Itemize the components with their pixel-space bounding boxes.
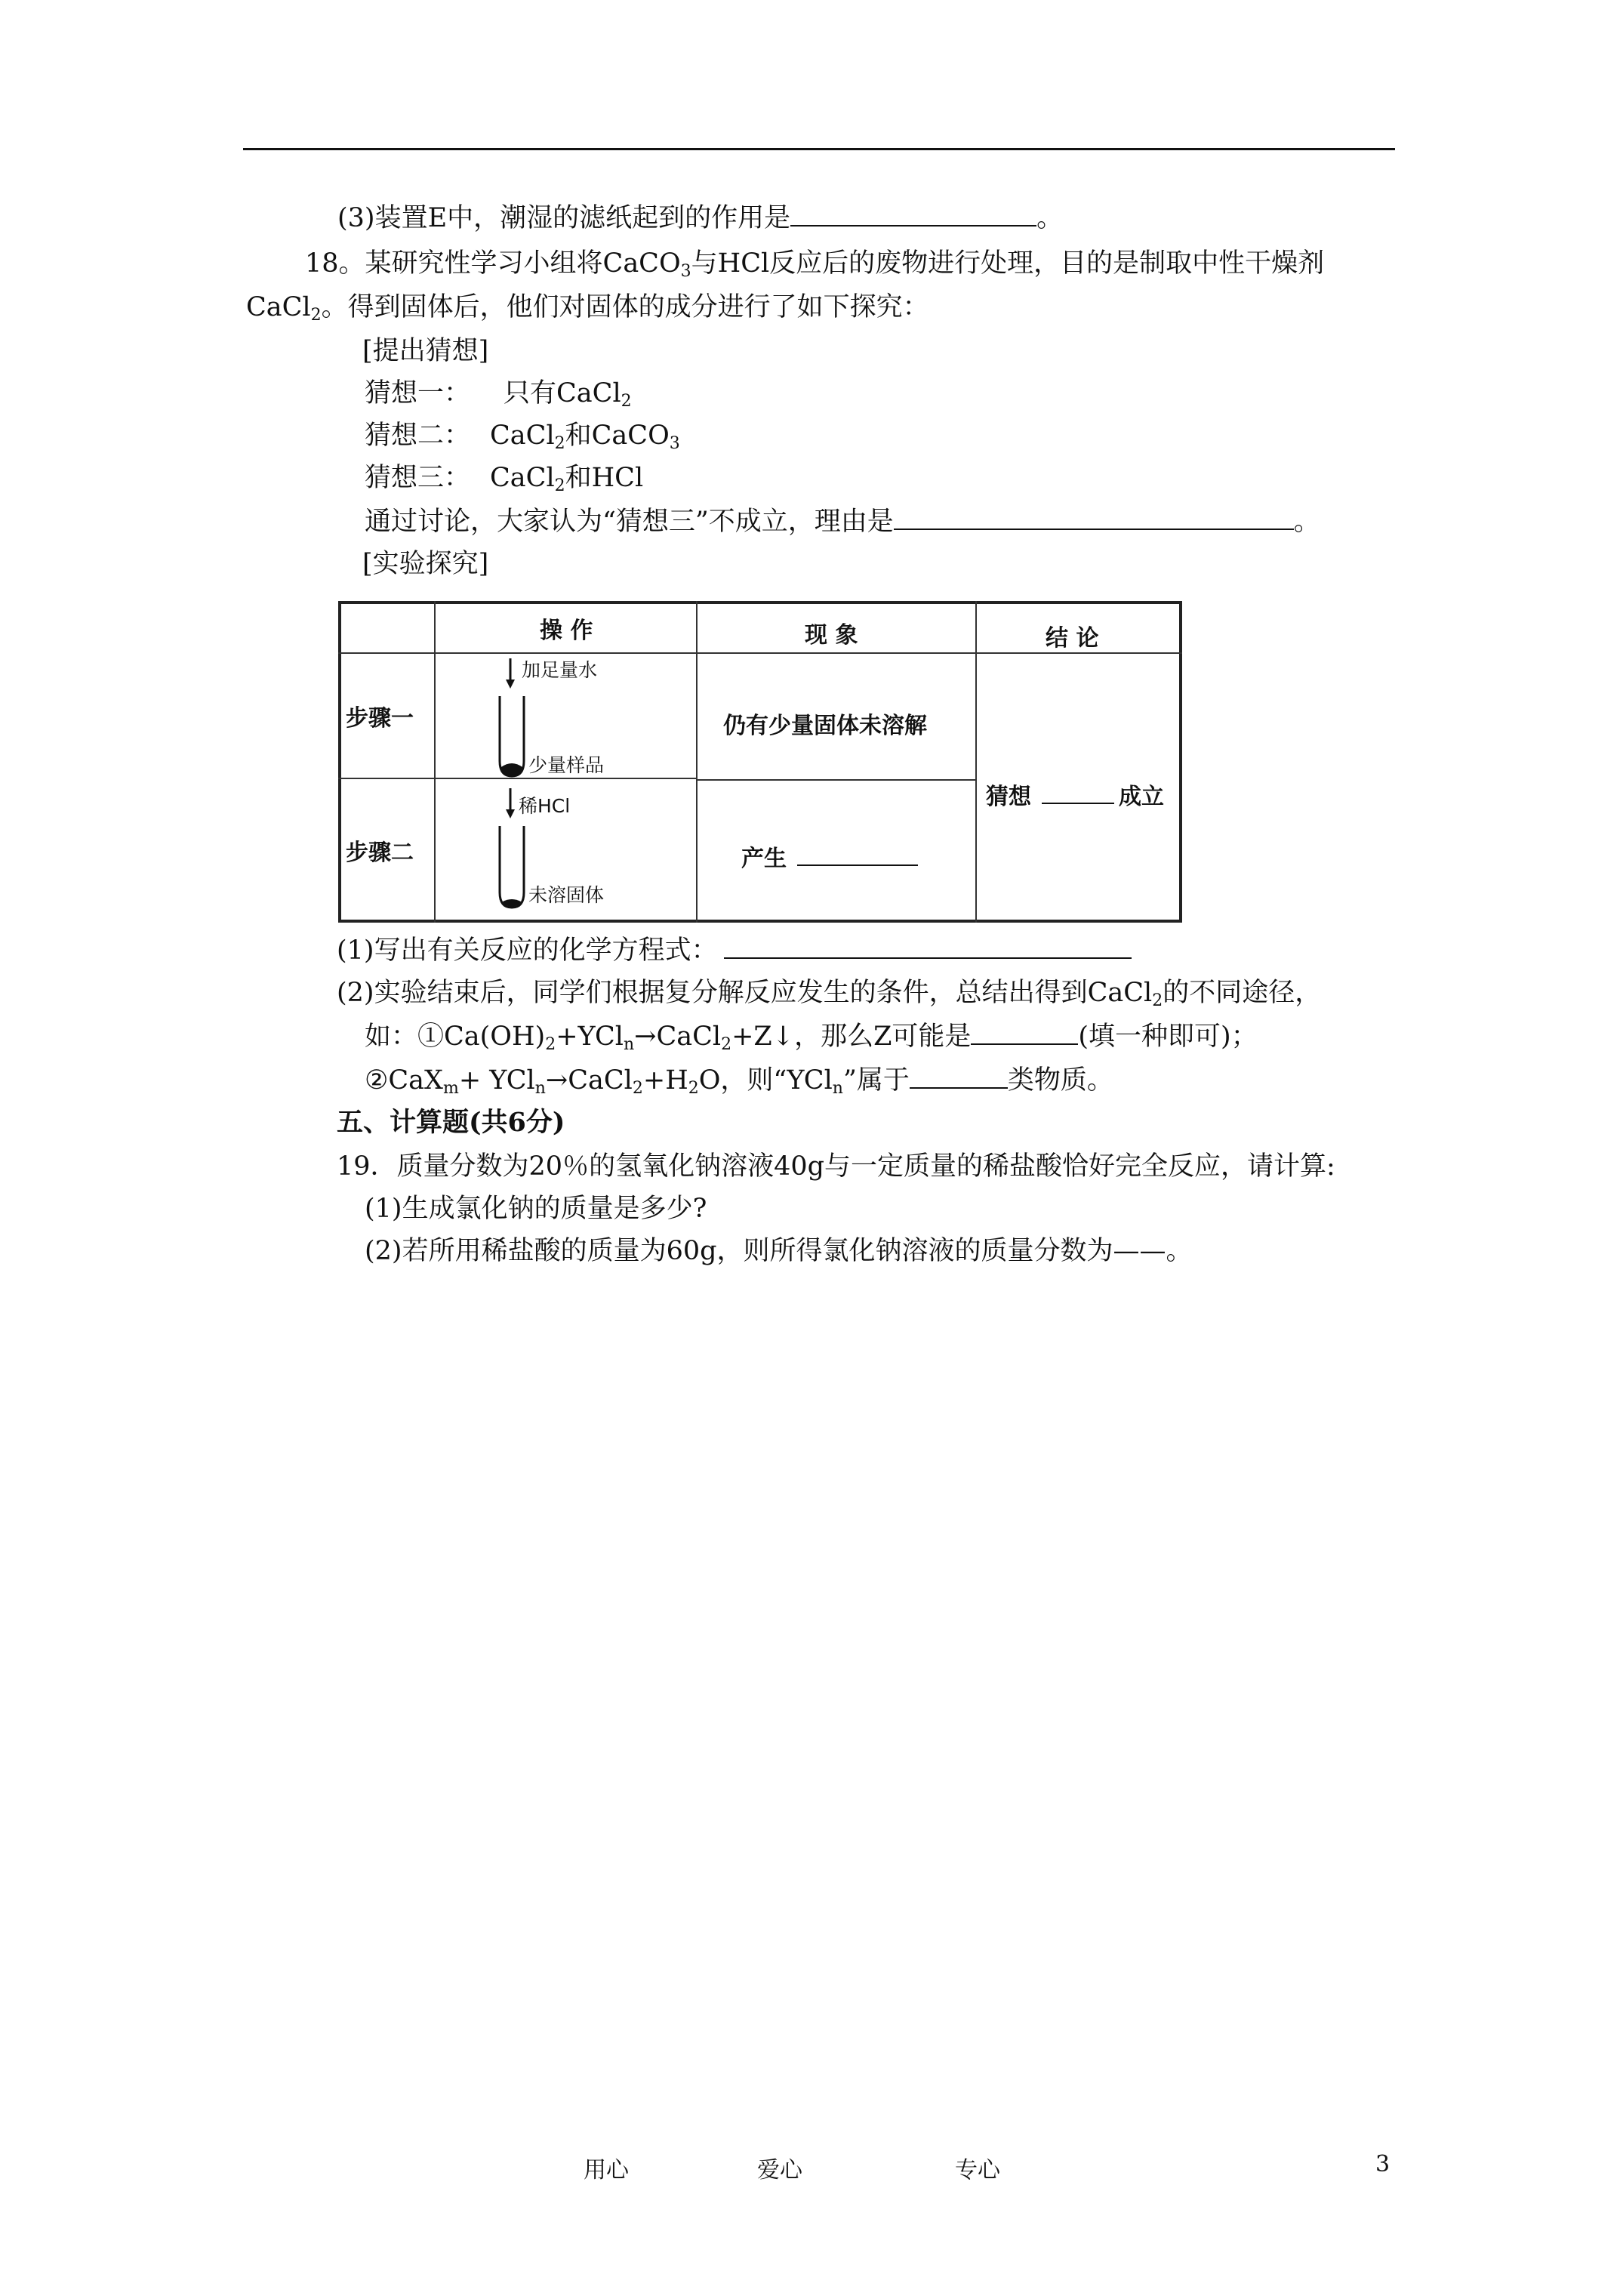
q17-part3: (3)装置E中，潮湿的滤纸起到的作用是 。 — [337, 203, 1064, 233]
discussion-line: 通过讨论，大家认为“猜想三”不成立，理由是 。 — [365, 507, 1320, 537]
footer-text: 爱心 — [757, 2157, 802, 2184]
header-phenomenon: 现 象 — [805, 622, 858, 649]
section-heading: 五、计算题(共6分) — [337, 1107, 565, 1138]
row1-sample: 少量样品 — [528, 754, 605, 776]
category-blank[interactable] — [910, 1065, 1008, 1089]
header-operation: 操 作 — [540, 618, 593, 644]
table-col-divider — [696, 601, 698, 923]
table-header-line — [338, 652, 1182, 654]
experiment-header: [实验探究] — [362, 549, 489, 579]
hypothesis-2: 猜想二： CaCl$_2$和CaCO$_3$ — [365, 421, 680, 453]
reason-blank[interactable] — [894, 506, 1294, 530]
q18-sub2-line3: ②CaX$_m$+ $YCl_n\to CaCl_2+H_2O$，则“YCl$_n$”属于 类物质。 — [365, 1065, 1113, 1098]
row1-label: 步骤一 — [346, 705, 414, 732]
conclusion-cell: 猜想 成立 — [986, 784, 1164, 810]
row2-label: 步骤二 — [346, 840, 414, 866]
row2-phenomenon: 产生 — [741, 840, 918, 873]
q18-line2: CaCl$_2$。得到固体后，他们对固体的成分进行了如下探究： — [246, 292, 929, 325]
answer-blank[interactable] — [790, 202, 1036, 227]
conclusion-blank[interactable] — [1042, 783, 1114, 804]
footer-text: 专心 — [955, 2157, 1000, 2184]
q19-sub1: (1)生成氯化钠的质量是多少? — [365, 1194, 707, 1224]
footer-text: 用心 — [584, 2157, 629, 2184]
table-row-divider — [696, 779, 975, 781]
table-col-divider — [975, 601, 977, 923]
q18-sub2-line1: (2)实验结束后，同学们根据复分解反应发生的条件，总结出得到CaCl$_2$的不同途径， — [337, 978, 1322, 1010]
hypothesis-3: 猜想三： CaCl$_2$和HCl — [365, 463, 644, 495]
table-col-divider — [434, 601, 436, 923]
equation-blank[interactable] — [724, 935, 1132, 959]
row1-phenomenon: 仍有少量固体未溶解 — [723, 713, 927, 739]
header-conclusion: 结 论 — [1046, 625, 1099, 652]
gas-blank[interactable] — [797, 845, 918, 866]
row2-sample: 未溶固体 — [528, 884, 605, 906]
q18-sub2-line2: 如：$①Ca(OH)_2+YCl_n\to CaCl_2+Z↓$，那么Z可能是 (填一种即可)； — [365, 1022, 1258, 1054]
q18-line1: 18。某研究性学习小组将CaCO$_3$与HCl反应后的废物进行处理，目的是制取中性干燥剂 — [305, 248, 1325, 281]
row1-reagent: 加足量水 — [522, 659, 598, 681]
row2-reagent: 稀HCl — [519, 795, 571, 817]
q18-sub1: (1)写出有关反应的化学方程式： — [337, 933, 1132, 968]
z-blank[interactable] — [971, 1021, 1078, 1045]
hypothesis-1: 猜想一： 只有CaCl$_2$ — [365, 378, 632, 411]
q19-sub2: (2)若所用稀盐酸的质量为60g，则所得氯化钠溶液的质量分数为——。 — [365, 1236, 1193, 1266]
page-number: 3 — [1375, 2151, 1390, 2177]
header-rule — [243, 148, 1395, 150]
q19-line1: 19．质量分数为20％的氢氧化钠溶液40g与一定质量的稀盐酸恰好完全反应，请计算: — [337, 1151, 1335, 1182]
hypothesis-header: [提出猜想] — [362, 336, 489, 366]
